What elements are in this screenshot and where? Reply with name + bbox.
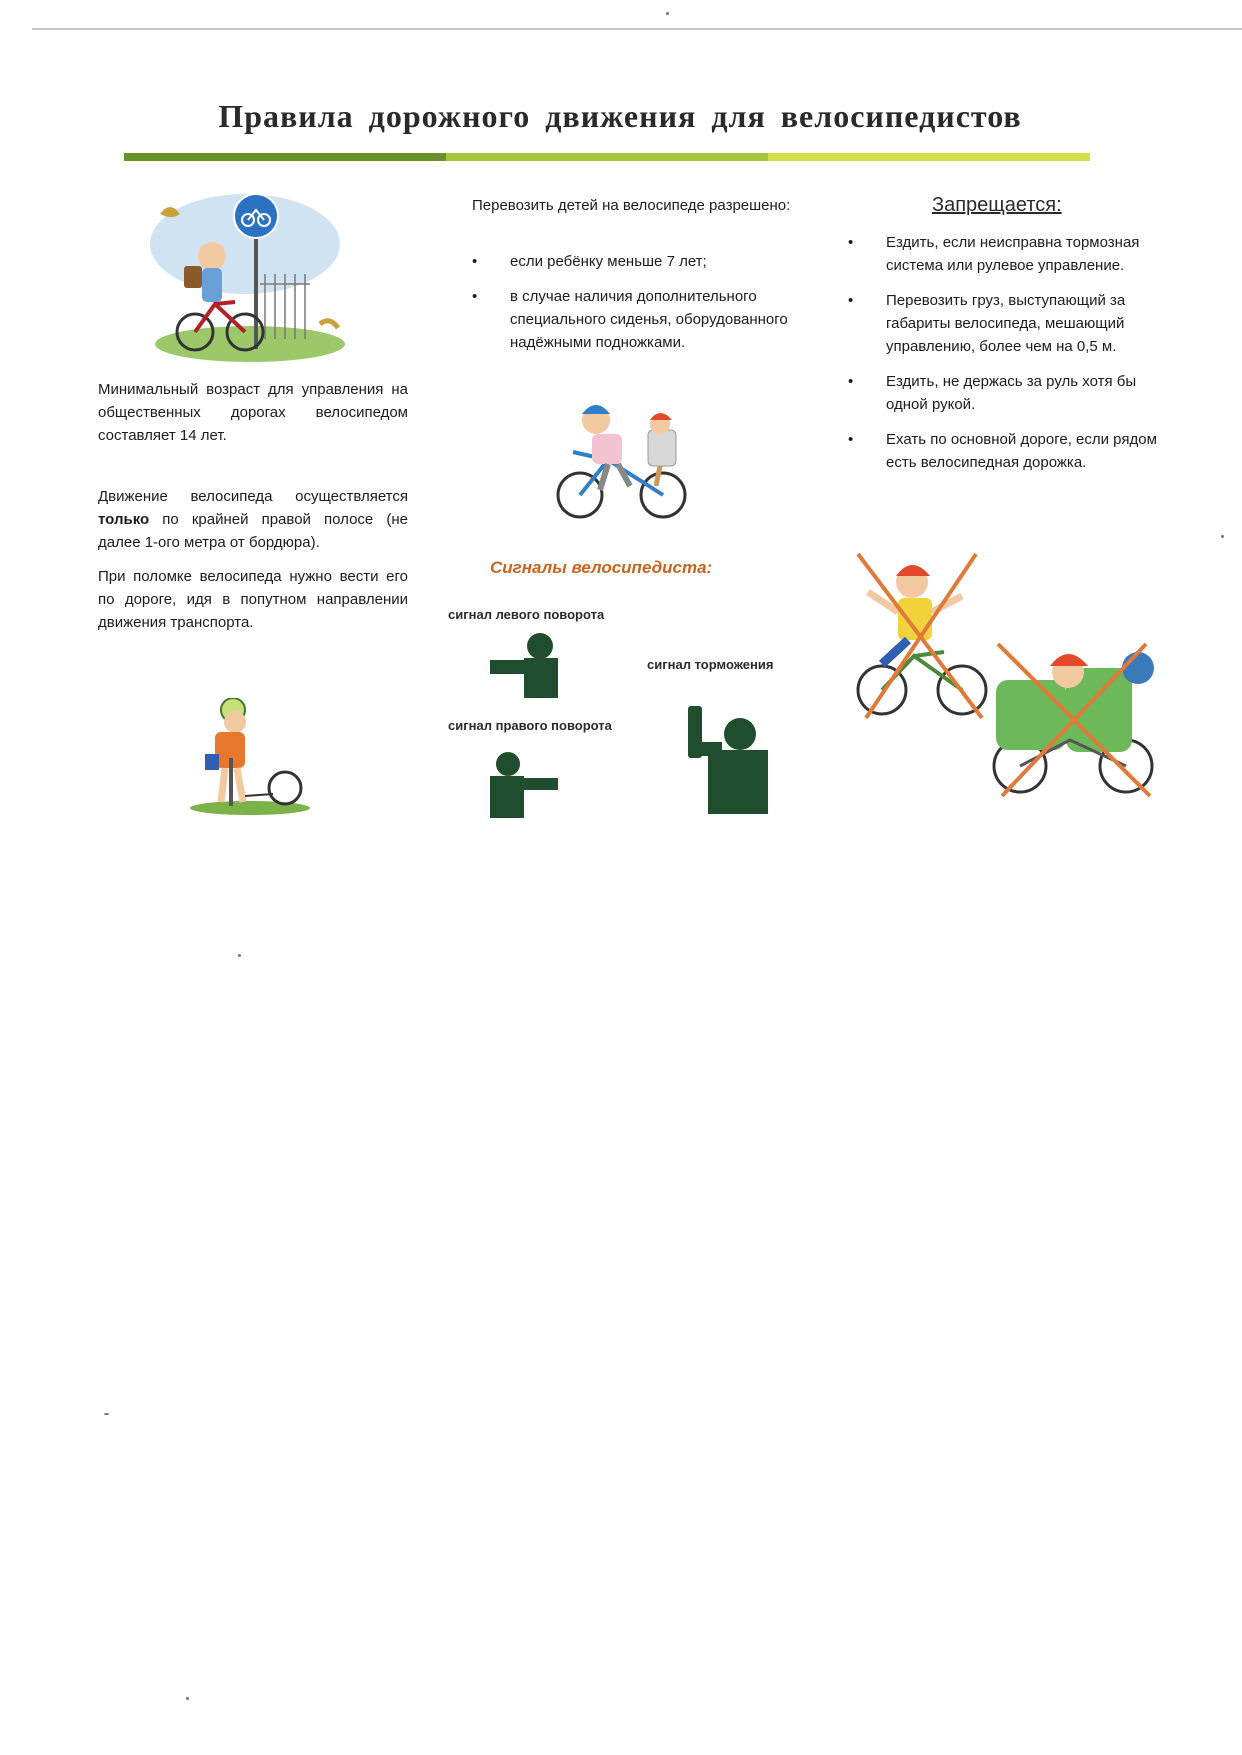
movement-rule-text: [98, 485, 408, 554]
brake-signal-icon: [688, 706, 770, 814]
no-hands-riding-crossed-illustration: [852, 552, 992, 722]
left-turn-signal-icon: [490, 632, 562, 698]
cyclist-pumping-tire-illustration: [185, 698, 315, 818]
title-bar-segment-mid: [446, 153, 768, 161]
bullet-icon: •: [848, 292, 854, 309]
bullet-icon: •: [848, 431, 854, 448]
right-turn-signal-icon: [488, 752, 560, 818]
bullet-icon: •: [848, 373, 854, 390]
list-item: • Ехать по основной дороге, если рядом есть велосипедная дорожка.: [846, 428, 1162, 474]
list-item: • в случае наличия дополнительного специального сиденья, оборудованного надёжными подножками.: [470, 285, 790, 354]
signals-heading: Сигналы велосипедиста:: [490, 558, 713, 577]
signal-brake-label: сигнал торможения: [647, 657, 774, 672]
movement-text-bold: только: [98, 511, 150, 528]
movement-text-after: по крайней правой полосе (не далее 1-ого метра от бордюра).: [98, 511, 408, 551]
signal-right-label: сигнал правого поворота: [448, 718, 612, 733]
breakdown-rule-text: При поломке велосипеда нужно вести его по дороге, идя в попутном направлении движения транспорта.: [98, 568, 408, 631]
list-item: • если ребёнку меньше 7 лет;: [470, 250, 790, 273]
title-bar-segment-left: [124, 153, 446, 161]
scan-speck: [666, 12, 669, 15]
scan-speck: [186, 1697, 189, 1700]
min-age-text: Минимальный возраст для управления на общественных дорогах велосипедом составляет 14 лет.: [98, 381, 408, 444]
bullet-icon: •: [848, 234, 854, 251]
scan-speck: [238, 954, 241, 957]
children-transport-intro: Перевозить детей на велосипеде разрешено:: [472, 197, 791, 214]
title-bar-segment-right: [768, 153, 1090, 161]
children-transport-list: [470, 250, 790, 366]
cyclist-road-sign-illustration: [150, 184, 350, 364]
scan-speck: [104, 1413, 109, 1415]
list-item: • Ездить, не держась за руль хотя бы одной рукой.: [846, 370, 1162, 416]
list-item: • Ездить, если неисправна тормозная система или рулевое управление.: [846, 231, 1162, 277]
list-item: • Перевозить груз, выступающий за габариты велосипеда, мешающий управлению, более чем на 0,5 м.: [846, 289, 1162, 358]
forbidden-heading: Запрещается:: [932, 194, 1062, 216]
scan-edge-line: [32, 28, 1242, 30]
forbidden-list: [846, 231, 1162, 486]
signal-left-label: сигнал левого поворота: [448, 607, 605, 622]
title-underline-bar: [124, 153, 1090, 161]
movement-text-before: Движение велосипеда осуществляется: [98, 488, 408, 505]
page-title: Правила дорожного движения для велосипедистов: [218, 98, 1022, 134]
bullet-icon: •: [472, 288, 478, 305]
scan-speck: [1221, 535, 1224, 538]
bullet-icon: •: [472, 253, 478, 270]
adult-with-child-seat-illustration: [548, 390, 698, 525]
overloaded-bike-crossed-illustration: [990, 640, 1158, 800]
